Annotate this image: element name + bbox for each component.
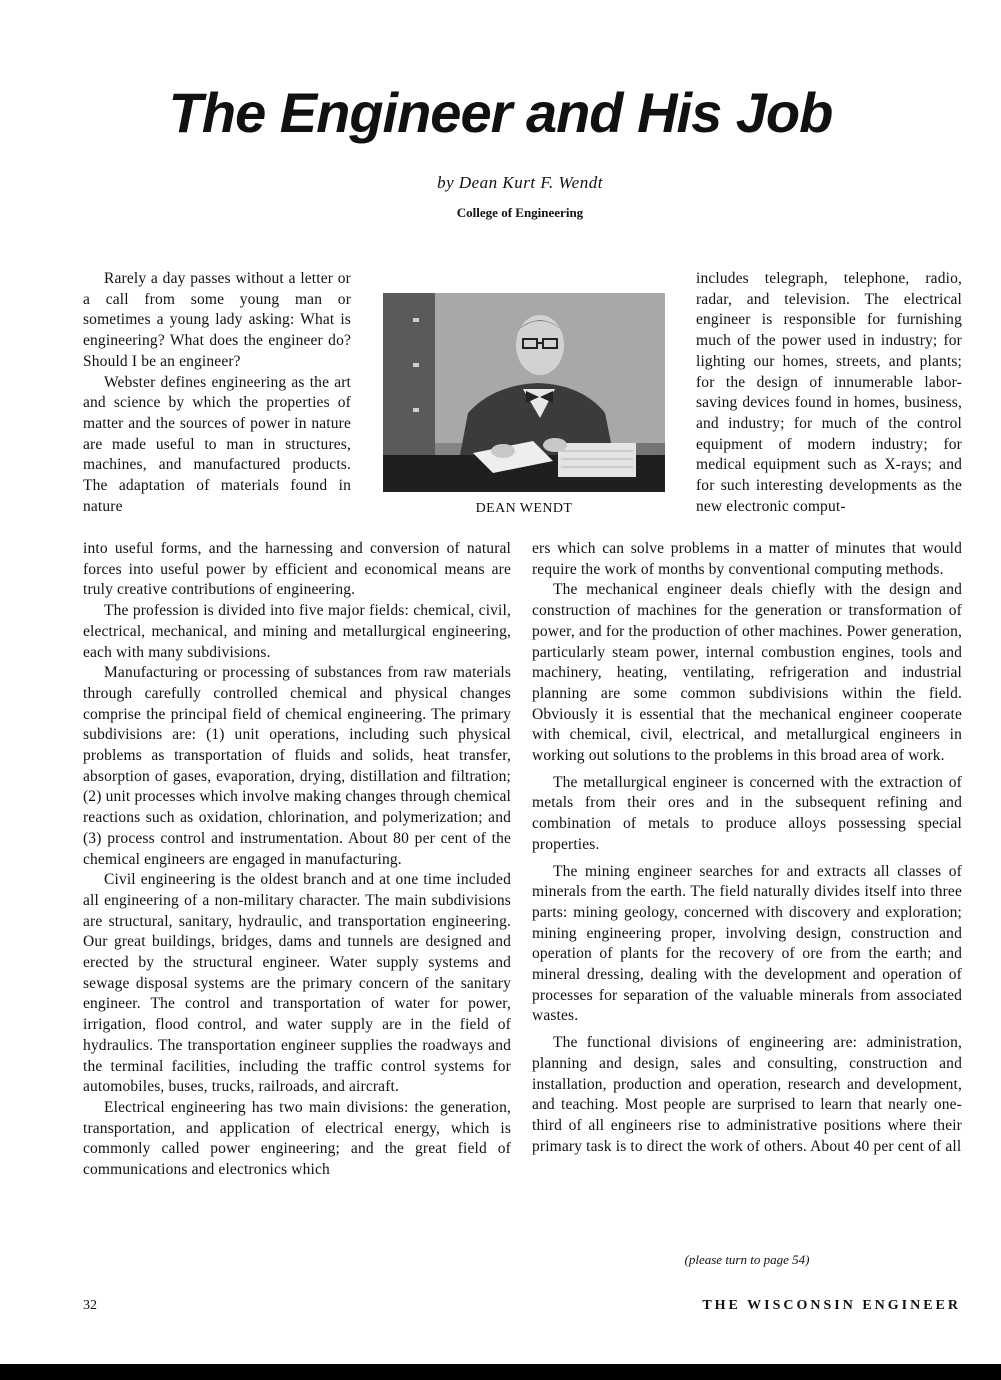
paragraph-fields: The profession is divided into five major fields: chemical, civil, electrical, mechanical, and mining and metallurgical engineering, each with many subdivisions. xyxy=(83,602,511,661)
left-column xyxy=(83,539,511,1181)
paragraph-chemical: Manufacturing or processing of substances from raw materials through carefully controlled chemical and physical changes comprise the principal field of chemical engineering. The primary subdivisions are: (1) unit operations, including such physical problems as transportation of fluids and solids, heat transfer, absorption of gases, evaporation, drying, distillation and filtration; (2) unit processes which involve making changes through chemical reactions such as oxidation, chlorination, and polymerization; and (3) process control and instrumentation. About 80 per cent of the chemical engineers are engaged in manufacturing. xyxy=(83,664,511,868)
continued-note: (please turn to page 54) xyxy=(684,1252,810,1267)
paragraph-mining: The mining engineer searches for and extracts all classes of minerals from the earth. The field naturally divides itself into three parts: mining geology, concerned with discovery and exploration; mining engineering proper, involving design, construction and operation of plants for the recovery of ore from the earth; and mineral dressing, dealing with the development and operation of processes for separation of the valuable minerals from associated wastes. xyxy=(532,862,962,1025)
paragraph-functional: The functional divisions of engineering are: administration, planning and design, sales and consulting, construction and installation, production and operation, research and development, and teaching. Most people are surprised to learn that nearly one-third of all engineers rise to administrative positions where their primary task is to direct the work of others. About 40 per cent of all xyxy=(532,1034,962,1155)
paragraph-webster-cont: into useful forms, and the harnessing and conversion of natural forces into useful power by efficient and economical means are truly creative contributions of engineering. xyxy=(83,540,511,599)
paragraph-webster: Webster defines engineering as the art and science by which the properties of matter and the sources of power in nature are made useful to man in structures, machines, and manufactured products. The adaptation of materials found in nature xyxy=(83,373,351,515)
dean-wendt-photo xyxy=(383,293,665,492)
left-column-top xyxy=(83,269,351,517)
right-column-top xyxy=(696,269,962,517)
affiliation: College of Engineering xyxy=(456,205,584,220)
article-title: The Engineer and His Job xyxy=(168,81,833,144)
right-column xyxy=(532,539,962,1157)
scan-bottom-edge xyxy=(0,1364,1001,1380)
paragraph-intro: Rarely a day passes without a letter or a call from some young man or sometimes a young lady asking: What is engineering? What does the engineer do? Should I be an engineer? xyxy=(83,270,351,370)
portrait-image xyxy=(383,293,665,492)
photo-caption: DEAN WENDT xyxy=(475,501,573,516)
paragraph-computers-cont: ers which can solve problems in a matter of minutes that would require the work of months by conventional computing methods. xyxy=(532,540,962,578)
magazine-name: THE WISCONSIN ENGINEER xyxy=(702,1298,961,1313)
paragraph-metallurgical: The metallurgical engineer is concerned with the extraction of metals from their ores and in the subsequent refining and combination of metals to produce alloys possessing special properties. xyxy=(532,773,962,853)
paragraph-electrical: Electrical engineering has two main divisions: the generation, transportation, and application of electrical energy, which is commonly called power engineering; and the great field of communications and electronics which xyxy=(83,1098,511,1179)
paragraph-electrical-cont: includes telegraph, telephone, radio, radar, and television. The electrical engineer is responsible for furnishing much of the power used in industry; for lighting our homes, streets, and plants; for the design of innumerable labor-saving devices found in homes, business, and industry; for much of the control equipment of modern industry; for medical equipment such as X-rays; and for such interesting developments as the new electronic comput- xyxy=(696,270,962,515)
byline: by Dean Kurt F. Wendt xyxy=(437,173,603,192)
paragraph-civil: Civil engineering is the oldest branch and at one time included all engineering of a non-military character. The main subdivisions are structural, sanitary, hydraulic, and transportation engineering. Our great buildings, bridges, dams and tunnels are designed and erected by the structural engineer. Water supply systems and sewage disposal systems are the primary concern of the sanitary engineer. The control and transportation of water for power, irrigation, flood control, and water supply are in the field of hydraulics. The transportation engineer supplies the roadways and the terminal facilities, including the traffic control systems for automobiles, buses, trucks, railroads, and aircraft. xyxy=(83,871,511,1096)
page-number: 32 xyxy=(83,1298,97,1313)
paragraph-mechanical: The mechanical engineer deals chiefly with the design and construction of machines for the generation or transformation of power, and for the production of other machines. Power generation, particularly steam power, internal combustion engines, tools and machinery, heating, ventilating, refrigeration and industrial planning are some common subdivisions within the field. Obviously it is essential that the mechanical engineer cooperate with chemical, civil, electrical, and metallurgical engineers in working out solutions to the problems in this broad area of work. xyxy=(532,581,962,765)
